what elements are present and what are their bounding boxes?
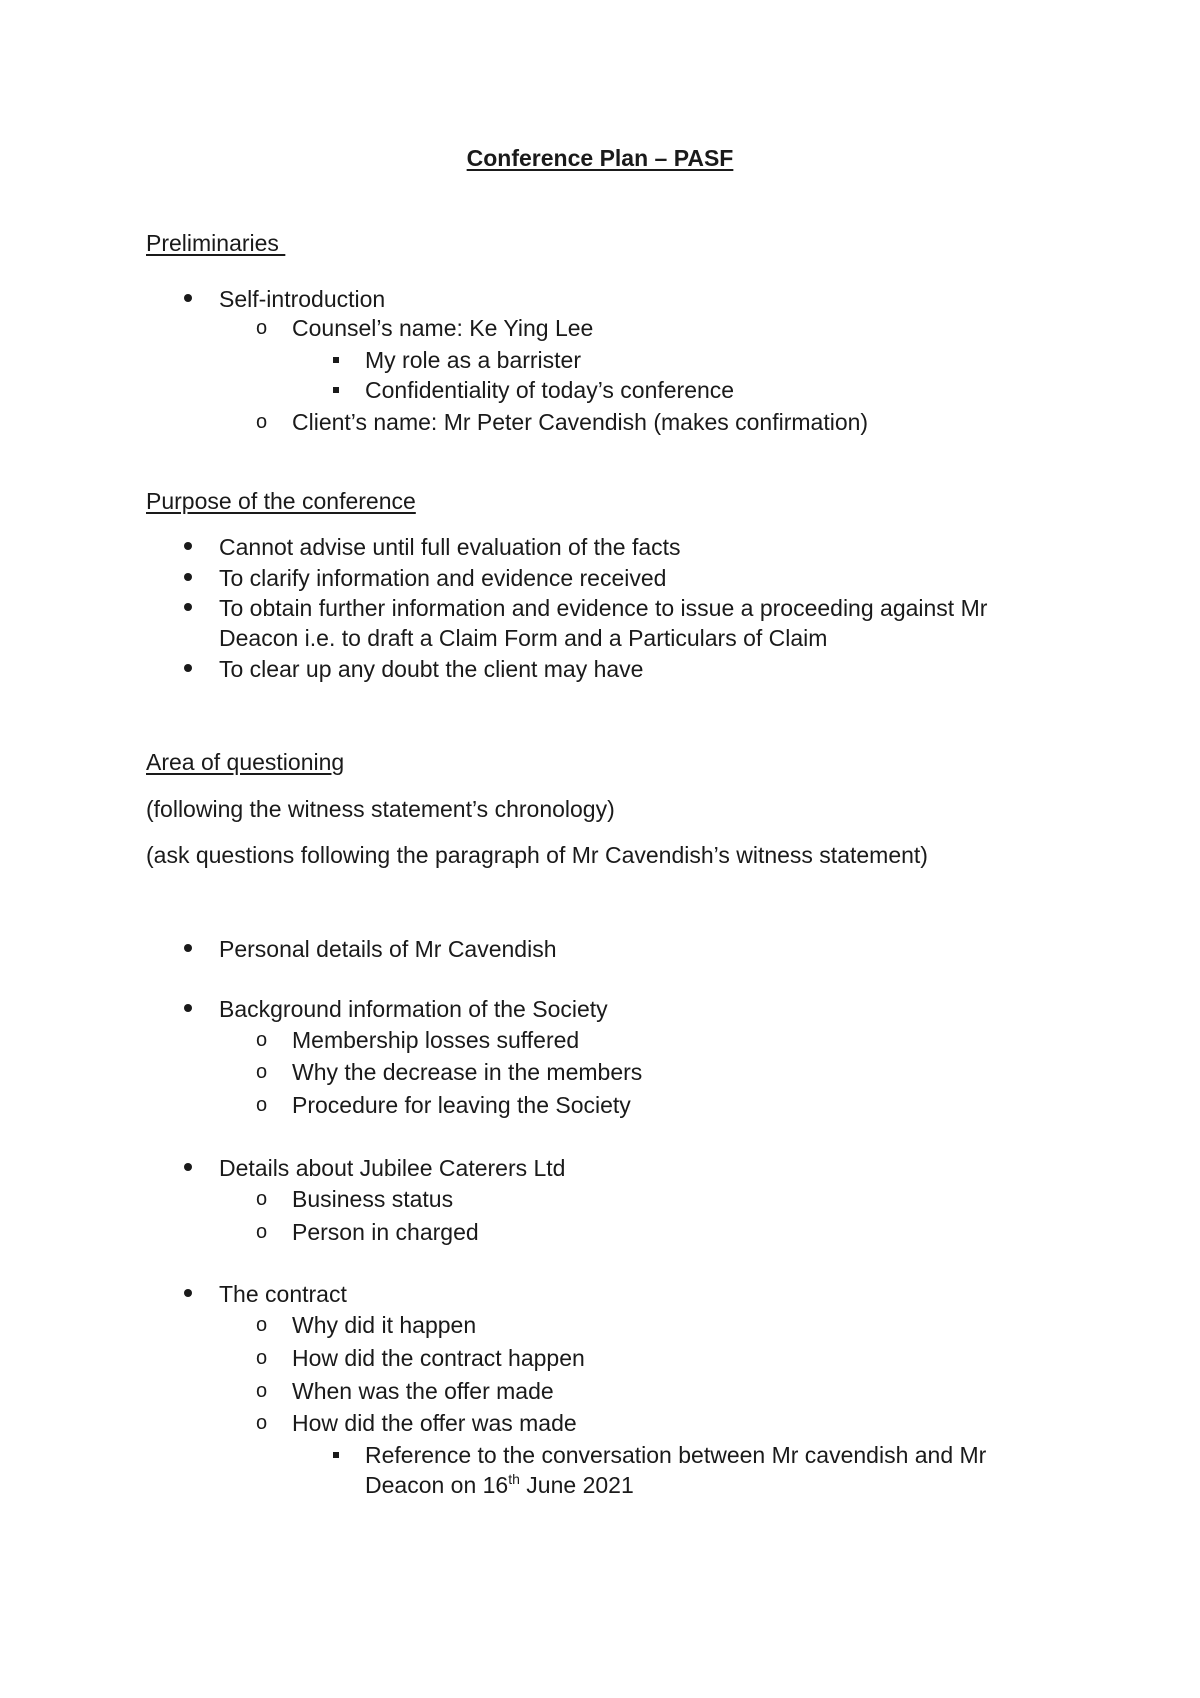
question-topic: Personal details of Mr Cavendish — [219, 936, 557, 962]
bullet-dot — [184, 542, 192, 550]
question-subtopic: Business status — [292, 1186, 454, 1212]
role-item: My role as a barrister — [365, 347, 582, 373]
preliminaries-heading: Preliminaries — [146, 230, 286, 256]
circle-marker: o — [256, 317, 268, 339]
purpose-item: To clear up any doubt the client may have — [219, 656, 644, 682]
question-subtopic: How did the contract happen — [292, 1345, 585, 1371]
confidentiality-item: Confidentiality of today’s conference — [365, 377, 735, 403]
circle-marker: o — [256, 1061, 268, 1083]
circle-marker: o — [256, 1347, 268, 1369]
counsel-name-item: Counsel’s name: Ke Ying Lee — [292, 315, 594, 341]
bullet-dot — [184, 1004, 192, 1012]
question-subtopic: When was the offer made — [292, 1378, 554, 1404]
question-subtopic: Why the decrease in the members — [292, 1059, 643, 1085]
reference-date-prefix: Deacon on 16 — [365, 1472, 509, 1498]
question-topic: Background information of the Society — [219, 996, 608, 1022]
bullet-dot — [184, 1289, 192, 1297]
question-subtopic: Membership losses suffered — [292, 1027, 580, 1053]
client-name-item: Client’s name: Mr Peter Cavendish (makes confirmation) — [292, 409, 869, 435]
purpose-item-line: Deacon i.e. to draft a Claim Form and a Particulars of Claim — [219, 625, 828, 651]
reference-date-suffix: June 2021 — [519, 1472, 634, 1498]
question-subtopic: Person in charged — [292, 1219, 479, 1245]
circle-marker: o — [256, 1094, 268, 1116]
questioning-note: (following the witness statement’s chronology) — [146, 796, 615, 822]
purpose-item-line: To obtain further information and evidence to issue a proceeding against Mr — [219, 595, 988, 621]
document-title: Conference Plan – PASF — [466, 145, 734, 171]
bullet-dot — [184, 294, 192, 302]
square-marker — [333, 387, 339, 393]
bullet-dot — [184, 944, 192, 952]
question-topic: Details about Jubilee Caterers Ltd — [219, 1155, 566, 1181]
reference-line: Reference to the conversation between Mr cavendish and Mr — [365, 1442, 987, 1468]
question-topic: The contract — [219, 1281, 347, 1307]
circle-marker: o — [256, 1380, 268, 1402]
square-marker — [333, 357, 339, 363]
circle-marker: o — [256, 1029, 268, 1051]
bullet-dot — [184, 664, 192, 672]
purpose-heading: Purpose of the conference — [146, 488, 416, 514]
bullet-dot — [184, 603, 192, 611]
bullet-dot — [184, 573, 192, 581]
questioning-note: (ask questions following the paragraph of Mr Cavendish’s witness statement) — [146, 842, 928, 868]
reference-line-date — [365, 1471, 634, 1499]
bullet-dot — [184, 1163, 192, 1171]
purpose-item: To clarify information and evidence received — [219, 565, 667, 591]
self-introduction-item: Self-introduction — [219, 286, 386, 312]
question-subtopic: How did the offer was made — [292, 1410, 577, 1436]
circle-marker: o — [256, 1314, 268, 1336]
circle-marker: o — [256, 1188, 268, 1210]
purpose-item: Cannot advise until full evaluation of the facts — [219, 534, 681, 560]
circle-marker: o — [256, 1412, 268, 1434]
questioning-heading: Area of questioning — [146, 749, 345, 775]
circle-marker: o — [256, 411, 268, 433]
square-marker — [333, 1452, 339, 1458]
question-subtopic: Why did it happen — [292, 1312, 477, 1338]
circle-marker: o — [256, 1221, 268, 1243]
ordinal-suffix: th — [508, 1471, 520, 1487]
question-subtopic: Procedure for leaving the Society — [292, 1092, 631, 1118]
